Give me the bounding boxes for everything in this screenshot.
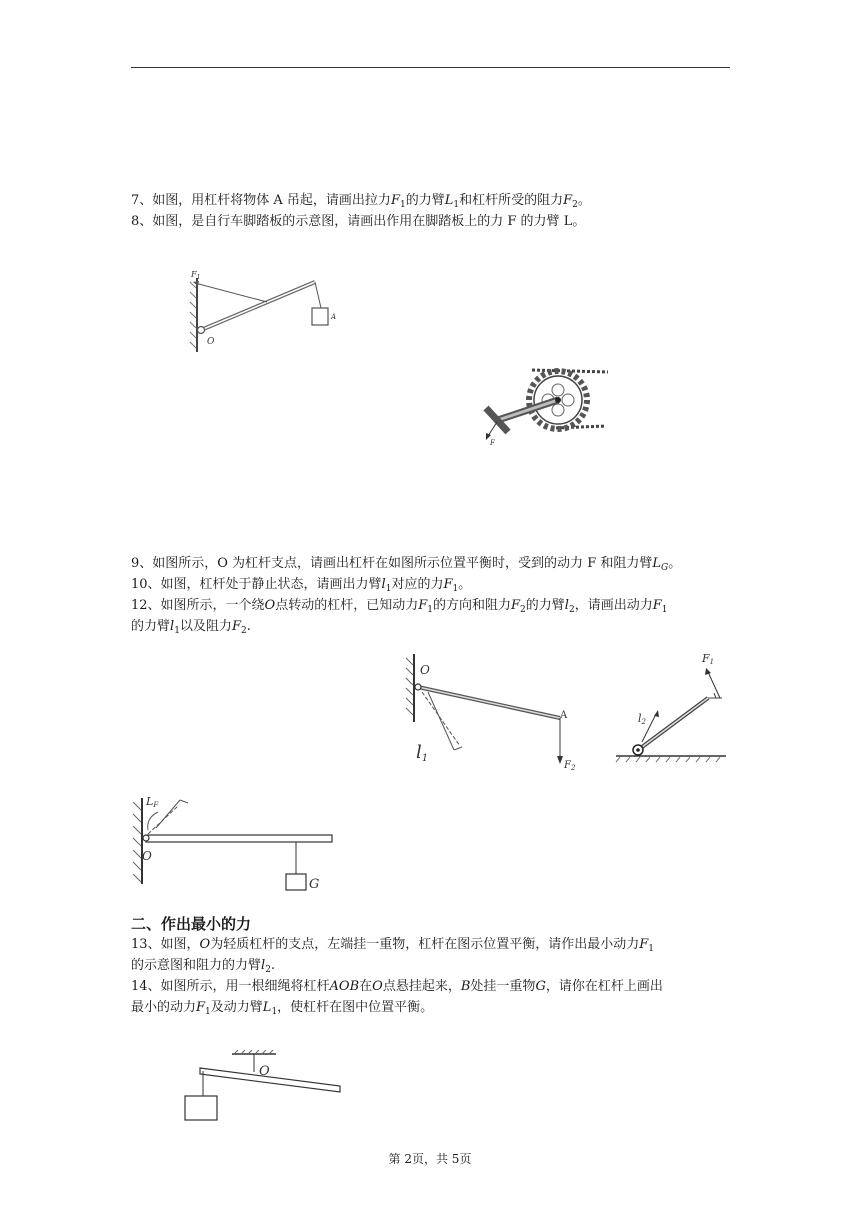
sub: 1 (453, 200, 460, 210)
math-f: F (196, 1000, 206, 1015)
question-7 (131, 191, 733, 211)
math-o: O (199, 937, 211, 952)
q12-text-7: 以及阻力 (179, 619, 232, 634)
a-label: A (331, 313, 337, 321)
q14-text-7: 及动力臂 (210, 1000, 263, 1015)
wall-hatch (406, 658, 413, 715)
q12-text-4: 的力臂 (525, 598, 565, 613)
q14-text-2: 在 (359, 979, 373, 994)
q13-text-1: 13、如图， (131, 937, 200, 952)
math-f: F (511, 598, 521, 613)
question-13 (131, 935, 733, 955)
q13-text-3: 的示意图和阻力的力臂 (131, 958, 262, 973)
math-l: l (261, 958, 266, 973)
sub: 1 (661, 605, 668, 615)
q14-text-6: 最小的动力 (131, 1000, 197, 1015)
force-line (195, 283, 267, 302)
right-angle (714, 693, 716, 698)
question-12-cont (131, 617, 733, 637)
q12-text-6: 的力臂 (131, 619, 171, 634)
math-f: F (231, 619, 241, 634)
q12-text-1: 12、如图所示，一个绕 (131, 598, 265, 613)
crank-axle (555, 397, 561, 403)
lever-bar-inner (418, 687, 560, 718)
q12-text-2: 点转动的杠杆，已知动力 (275, 598, 419, 613)
pivot-center (636, 748, 640, 752)
math-f: F (652, 598, 662, 613)
question-10 (131, 575, 733, 595)
header-rule (131, 67, 730, 68)
question-9 (131, 554, 733, 574)
figure-bicycle-pedal (478, 362, 610, 452)
sub: 1 (399, 200, 406, 210)
wall-hatch (190, 282, 196, 348)
block-g (286, 874, 306, 890)
o-label: O (420, 663, 430, 677)
math-o: O (264, 598, 276, 613)
l1-bracket (428, 692, 454, 750)
math-l: l (381, 577, 386, 592)
f1-label: $F_1$ (191, 270, 201, 281)
math-l: L (652, 556, 661, 571)
arrowhead (654, 710, 659, 717)
wall-hatch (133, 802, 141, 882)
math-b: B (460, 979, 471, 994)
pivot (143, 835, 149, 841)
q7-text-2: 的力臂 (405, 193, 445, 208)
math-f: F (563, 193, 573, 208)
chain-bottom (556, 426, 606, 428)
sub: 1 (205, 1007, 211, 1017)
lever-bar (200, 1068, 340, 1092)
q12-text-3: 的方向和阻力 (433, 598, 512, 613)
l1-label: l1 (416, 742, 429, 764)
rope (315, 282, 321, 308)
pivot (198, 327, 205, 334)
sub: 1 (385, 584, 392, 594)
math-l: L (444, 193, 454, 208)
figure-lever-a (185, 268, 345, 358)
math-aob: AOB (329, 979, 360, 994)
lf-bracket (156, 800, 180, 828)
q14-text-8: ，使杠杆在图中位置平衡。 (277, 1000, 434, 1015)
math-f: F (418, 598, 428, 613)
sub: G (661, 563, 669, 573)
math-f: F (639, 937, 649, 952)
arrowhead (557, 756, 563, 764)
l1-bracket-end (454, 747, 462, 750)
f1-label: F1 (702, 652, 715, 666)
sub: 1 (452, 584, 459, 594)
g-label: G (309, 877, 320, 892)
q13-text-2: 为轻质杠杆的支点，左端挂一重物，杠杆在图示位置平衡，请作出最小动力 (210, 937, 640, 952)
q14-text-3: 点悬挂起来， (382, 979, 461, 994)
f-label: F (490, 439, 495, 447)
block-a (312, 308, 328, 325)
q7-text-1: 7、如图，用杠杆将物体 A 吊起，请画出拉力 (131, 193, 391, 208)
arrowhead (705, 668, 711, 675)
sub: 1 (174, 626, 180, 636)
weight-block (185, 1096, 217, 1120)
question-12 (131, 596, 733, 616)
q14-text-1: 14、如图所示，用一根细绳将杠杆 (131, 979, 330, 994)
q9-text-1: 9、如图所示，O 为杠杆支点，请画出杠杆在如图所示位置平衡时，受到的动力 F 和阻力臂 (131, 556, 653, 571)
figure-lever-min-force (178, 1050, 348, 1124)
figure-lever-f1-l2 (612, 646, 732, 764)
math-l: l (564, 598, 569, 613)
q7-text-3: 和杠杆所受的阻力 (459, 193, 564, 208)
sub: 2 (265, 965, 271, 975)
lf-bracket-end (180, 800, 188, 803)
q10-text-2: 对应的力 (391, 577, 444, 592)
o-label: O (259, 1064, 270, 1079)
math-l: L (262, 1000, 272, 1015)
math-f: F (390, 193, 400, 208)
sub: 1 (271, 1007, 278, 1017)
q12-text-8: . (246, 619, 251, 634)
q14-text-5: ，请你在杠杆上画出 (545, 979, 663, 994)
math-g: G (535, 979, 546, 994)
ground-hatch (616, 757, 720, 762)
page-footer: 第 2页，共 5页 (388, 1152, 472, 1166)
q9-text-2: 。 (668, 556, 682, 571)
sub: 2 (520, 605, 526, 615)
math-f: F (443, 577, 453, 592)
question-8: 8、如图，是自行车脚踏板的示意图，请画出作用在脚踏板上的力 F 的力臂 L。 (131, 214, 586, 229)
q12-text-5: ，请画出动力 (574, 598, 653, 613)
figure-lever-l1 (400, 652, 590, 774)
force-line (488, 422, 497, 436)
l2-label: l2 (638, 712, 646, 726)
sub: 2 (568, 605, 575, 615)
lf-label: LF (146, 795, 159, 809)
a-label: A (560, 710, 568, 721)
pivot (415, 684, 421, 690)
math-l: l (170, 619, 175, 634)
sub: 2 (572, 200, 578, 210)
question-13-cont (131, 956, 733, 976)
q10-text-3: 。 (458, 577, 472, 592)
lever-bar-inner (638, 698, 708, 750)
sub: 1 (427, 605, 433, 615)
figure-lever-g (128, 790, 338, 894)
sub: 2 (240, 626, 247, 636)
section-heading: 二、作出最小的力 (131, 915, 252, 933)
q10-text-1: 10、如图，杠杆处于静止状态，请画出力臂 (131, 577, 382, 592)
question-14-cont (131, 998, 733, 1018)
lever-bar (146, 835, 332, 842)
sub: 1 (648, 944, 654, 954)
f2-label: $F_2$ (564, 760, 576, 772)
o-label: O (142, 849, 152, 863)
l1-line (422, 692, 460, 746)
question-14 (131, 977, 733, 997)
q7-text-4: 。 (577, 193, 591, 208)
math-o: O (372, 979, 383, 994)
q13-text-4: . (270, 958, 276, 973)
q14-text-4: 处挂一重物 (470, 979, 536, 994)
o-label: O (207, 337, 215, 347)
